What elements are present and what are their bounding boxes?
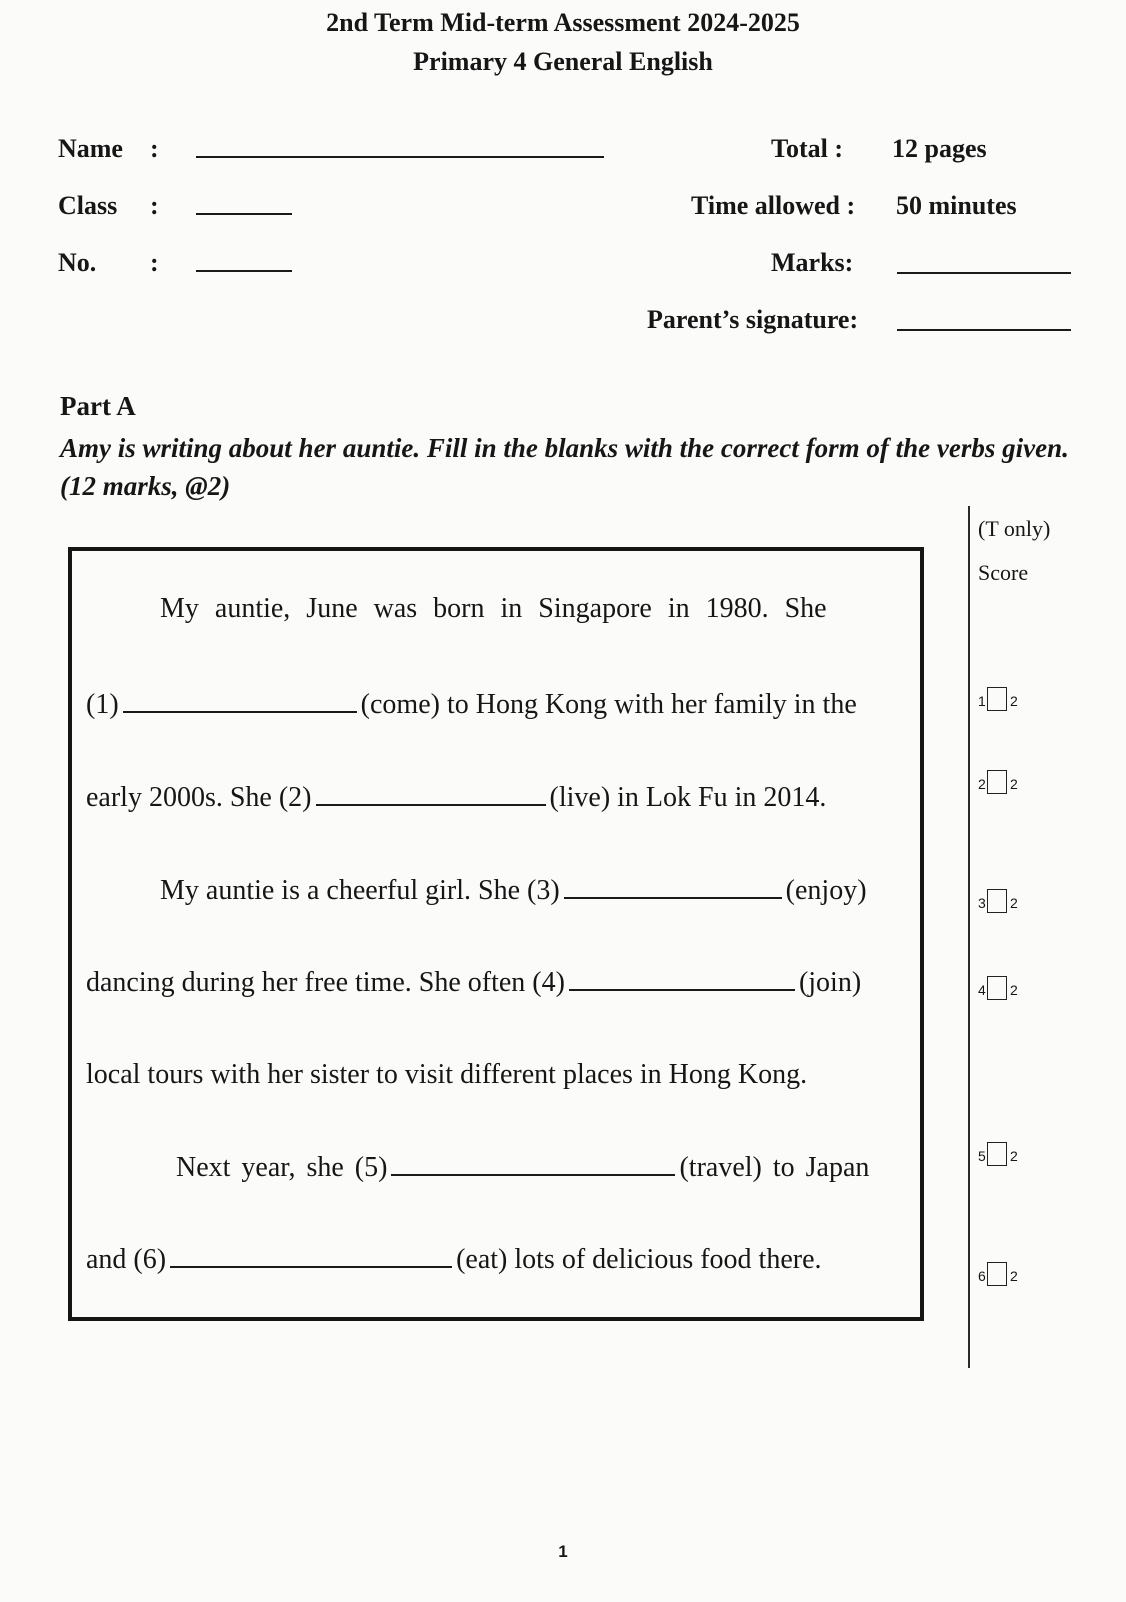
question-4-verb: (join) xyxy=(798,967,862,998)
passage-line-8 xyxy=(86,1246,822,1274)
score-box-3[interactable] xyxy=(987,889,1007,913)
passage-line-2 xyxy=(86,691,857,719)
class-colon: : xyxy=(150,191,159,220)
answer-blank-6[interactable] xyxy=(170,1265,452,1268)
total-value: 12 pages xyxy=(892,134,987,163)
score-item-max: 2 xyxy=(1010,693,1018,709)
score-box-6[interactable] xyxy=(987,1262,1007,1286)
marks-field[interactable] xyxy=(897,272,1071,274)
question-3-verb: (enjoy) xyxy=(785,875,867,906)
no-colon: : xyxy=(150,248,159,277)
score-item-3 xyxy=(978,889,1038,917)
passage-line-5 xyxy=(86,969,861,997)
no-label: No. xyxy=(58,248,97,277)
passage-line-1: My auntie, June was born in Singapore in 1980. She xyxy=(160,593,827,624)
score-item-number: 2 xyxy=(978,776,986,792)
parent-signature-field[interactable] xyxy=(897,329,1071,331)
score-item-max: 2 xyxy=(1010,982,1018,998)
passage-line-6: local tours with her sister to visit different places in Hong Kong. xyxy=(86,1059,808,1090)
score-item-number: 1 xyxy=(978,693,986,709)
marks-label: Marks: xyxy=(771,248,854,277)
passage-line-4 xyxy=(160,877,867,905)
answer-blank-5[interactable] xyxy=(391,1173,675,1176)
score-item-2 xyxy=(978,770,1038,798)
time-allowed-value: 50 minutes xyxy=(896,191,1017,220)
passage-line-7 xyxy=(176,1154,869,1182)
part-heading: Part A xyxy=(60,391,136,421)
score-label: Score xyxy=(978,560,1029,585)
answer-blank-4[interactable] xyxy=(569,988,795,991)
score-item-max: 2 xyxy=(1010,1268,1018,1284)
score-box-5[interactable] xyxy=(987,1142,1007,1166)
exam-subtitle: Primary 4 General English xyxy=(413,47,713,76)
score-item-max: 2 xyxy=(1010,1148,1018,1164)
parent-signature-label: Parent’s signature: xyxy=(647,305,859,334)
score-column-divider xyxy=(968,506,970,1368)
teacher-only-label: (T only) xyxy=(978,516,1051,541)
question-4-lead: dancing during her free time. She often (4) xyxy=(86,967,565,998)
score-item-number: 5 xyxy=(978,1148,986,1164)
answer-blank-3[interactable] xyxy=(564,896,782,899)
score-item-number: 4 xyxy=(978,982,986,998)
question-1-number: (1) xyxy=(86,689,119,720)
answer-blank-1[interactable] xyxy=(123,710,357,713)
name-label: Name xyxy=(58,134,123,163)
question-5-verb: (travel) to Japan xyxy=(679,1152,870,1183)
page-number: 1 xyxy=(558,1542,568,1561)
score-item-number: 6 xyxy=(978,1268,986,1284)
part-instruction: Amy is writing about her auntie. Fill in the blanks with the correct form of the verbs given. (12 marks, @2) xyxy=(60,433,1069,501)
score-item-max: 2 xyxy=(1010,895,1018,911)
question-6-verb: (eat) lots of delicious food there. xyxy=(456,1244,822,1275)
question-1-verb: (come) to Hong Kong with her family in the xyxy=(360,689,857,720)
question-3-lead: My auntie is a cheerful girl. She (3) xyxy=(160,875,560,906)
total-label: Total : xyxy=(771,134,843,163)
score-item-4 xyxy=(978,976,1038,1004)
name-field[interactable] xyxy=(196,156,604,158)
score-box-2[interactable] xyxy=(987,770,1007,794)
passage-box xyxy=(68,547,924,1321)
no-field[interactable] xyxy=(196,270,292,272)
exam-title: 2nd Term Mid-term Assessment 2024-2025 xyxy=(326,8,800,37)
question-5-lead: Next year, she (5) xyxy=(176,1152,388,1183)
score-item-number: 3 xyxy=(978,895,986,911)
score-box-1[interactable] xyxy=(987,687,1007,711)
question-2-verb: (live) in Lok Fu in 2014. xyxy=(549,782,827,813)
score-item-1 xyxy=(978,687,1038,715)
score-item-5 xyxy=(978,1142,1038,1170)
name-colon: : xyxy=(150,134,159,163)
answer-blank-2[interactable] xyxy=(316,803,546,806)
passage-line-3 xyxy=(86,784,826,812)
class-field[interactable] xyxy=(196,213,292,215)
question-6-lead: and (6) xyxy=(86,1244,167,1275)
time-allowed-label: Time allowed : xyxy=(691,191,856,220)
score-box-4[interactable] xyxy=(987,976,1007,1000)
score-item-6 xyxy=(978,1262,1038,1290)
score-item-max: 2 xyxy=(1010,776,1018,792)
question-2-lead: early 2000s. She (2) xyxy=(86,782,312,813)
class-label: Class xyxy=(58,191,118,220)
